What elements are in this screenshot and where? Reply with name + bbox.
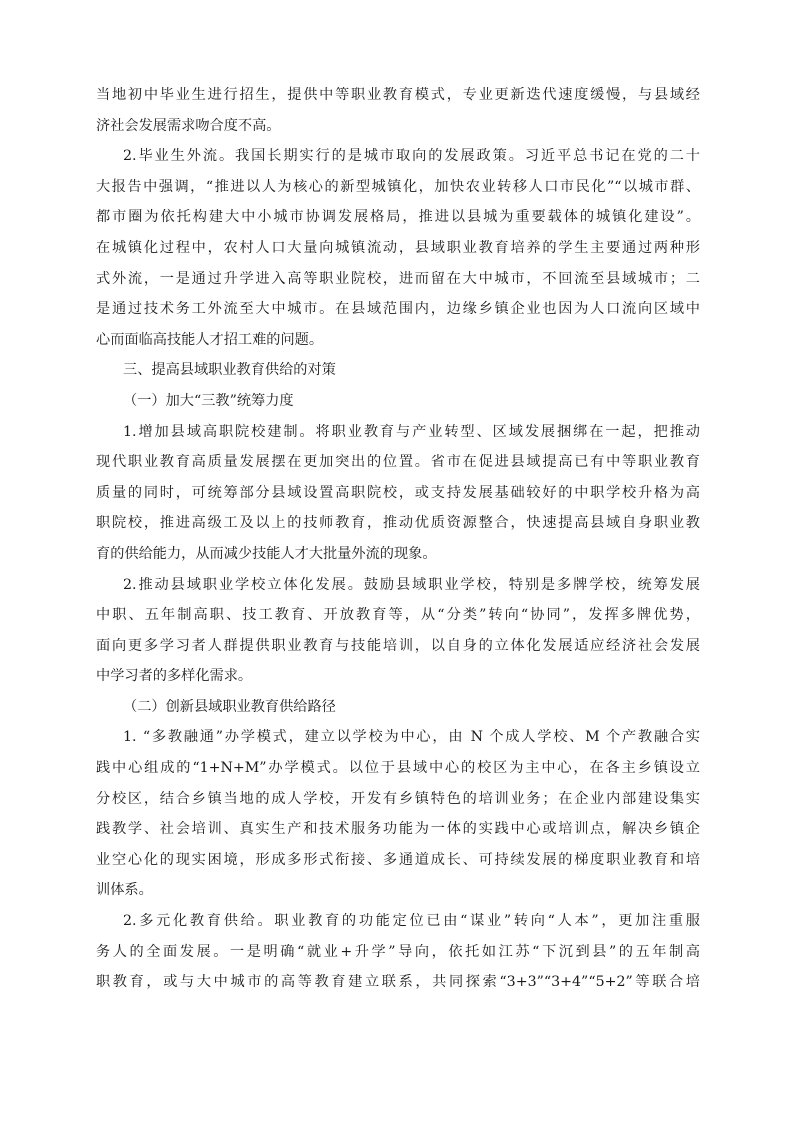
text-line: 2.推动县域职业学校立体化发展。鼓励县域职业学校，特别是多牌学校，统筹发展	[123, 576, 700, 593]
text-line: 2.毕业生外流。我国长期实行的是城市取向的发展政策。习近平总书记在党的二十	[123, 148, 700, 165]
text-line: 中职、五年制高职、技工教育、开放教育等，从“分类”转向“协同”，发挥多牌优势，	[96, 607, 700, 624]
text-line: 1.增加县域高职院校建制。将职业教育与产业转型、区域发展捆绑在一起，把推动	[123, 423, 700, 440]
text-line: 中学习者的多样化需求。	[96, 668, 253, 685]
text-line: 业空心化的现实困境，形成多形式衔接、多通道成长、可持续发展的梯度职业教育和培	[96, 851, 700, 868]
text-line: 在城镇化过程中，农村人口大量向城镇流动，县域职业教育培养的学生主要通过两种形	[96, 239, 700, 256]
text-line: 育的供给能力，从而减少技能人才大批量外流的现象。	[96, 545, 437, 562]
document-body	[96, 80, 700, 998]
text-line: 现代职业教育高质量发展摆在更加突出的位置。省市在促进县域提高已有中等职业教育	[96, 454, 700, 471]
text-line: 是通过技术务工外流至大中城市。在县域范围内，边缘乡镇企业也因为人口流向区域中	[96, 301, 700, 318]
text-line: 三、提高县域职业教育供给的对策	[123, 362, 336, 379]
text-line: 质量的同时，可统筹部分县域设置高职院校，或支持发展基础较好的中职学校升格为高	[96, 484, 700, 501]
text-line: 务人的全面发展。一是明确“就业+升学”导向，依托如江苏“下沉到县”的五年制高	[96, 943, 700, 960]
text-line: 都市圈为依托构建大中小城市协调发展格局，推进以县城为重要载体的城镇化建设”。	[96, 209, 700, 226]
text-line: 职教育，或与大中城市的高等教育建立联系，共同探索“3+3”“3+4”“5+2”等联合培	[96, 974, 700, 991]
text-line: 践教学、社会培训、真实生产和技术服务功能为一体的实践中心或培训点，解决乡镇企	[96, 821, 700, 838]
text-line: 践中心组成的“1+N+M”办学模式。以位于县域中心的校区为主中心，在各主乡镇设立	[96, 760, 700, 777]
text-line: 1. “多教融通”办学模式，建立以学校为中心，由 N 个成人学校、M 个产教融合实	[123, 729, 700, 746]
text-line: 济社会发展需求吻合度不高。	[96, 117, 281, 134]
text-line: 心而面临高技能人才招工难的问题。	[96, 331, 324, 348]
text-line: 大报告中强调，“推进以人为核心的新型城镇化，加快农业转移人口市民化”“以城市群、	[96, 178, 700, 195]
text-line: （二）创新县域职业教育供给路径	[123, 698, 336, 715]
text-line: 面向更多学习者人群提供职业教育与技能培训，以自身的立体化发展适应经济社会发展	[96, 637, 700, 654]
text-line: 职院校，推进高级工及以上的技师教育，推动优质资源整合，快速提高县域自身职业教	[96, 515, 700, 532]
text-line: 当地初中毕业生进行招生，提供中等职业教育模式，专业更新迭代速度缓慢，与县域经	[96, 87, 700, 103]
text-line: 训体系。	[96, 882, 153, 899]
text-line: 分校区，结合乡镇当地的成人学校，开发有乡镇特色的培训业务；在企业内部建设集实	[96, 790, 700, 807]
text-line: 2.多元化教育供给。职业教育的功能定位已由“谋业”转向“人本”，更加注重服	[123, 913, 700, 930]
text-line: （一）加大“三教”统筹力度	[123, 392, 294, 409]
text-line: 式外流，一是通过升学进入高等职业院校，进而留在大中城市，不回流至县域城市；二	[96, 270, 700, 287]
